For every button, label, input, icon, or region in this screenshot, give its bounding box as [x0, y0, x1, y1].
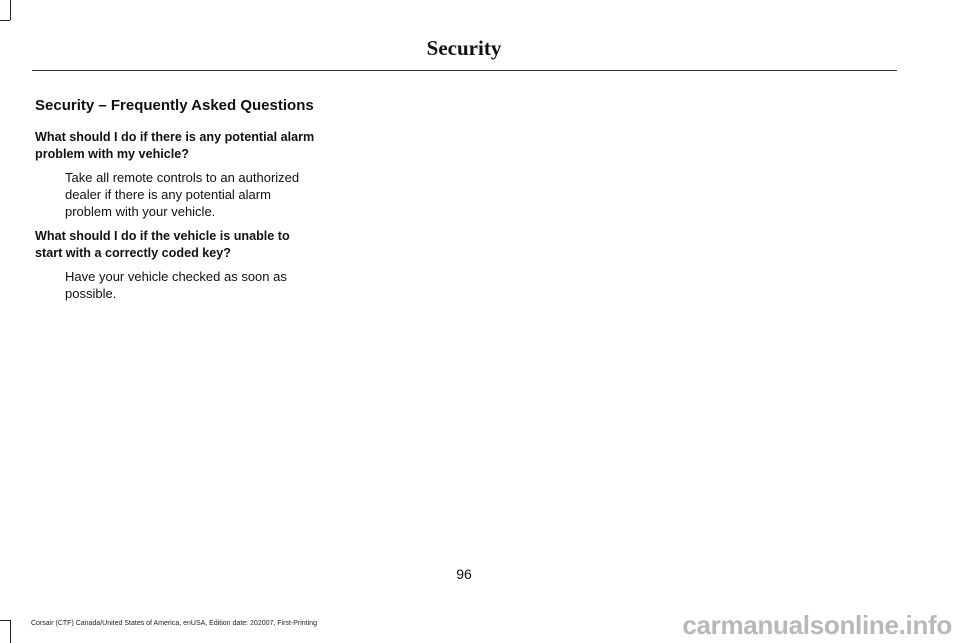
page-header — [0, 36, 928, 61]
page-title: Security — [426, 36, 502, 60]
faq-question: What should I do if the vehicle is unable to start with a correctly coded key? — [35, 229, 290, 260]
crop-mark — [0, 20, 10, 21]
section-title: Security – Frequently Asked Questions — [35, 97, 314, 114]
footer-text: Corsair (CTF) Canada/United States of America, enUSA, Edition date: 202007, First-Printing — [31, 620, 317, 627]
main-content — [35, 96, 315, 310]
crop-mark — [10, 620, 11, 643]
faq-question: What should I do if there is any potential alarm problem with my vehicle? — [35, 130, 315, 161]
faq-answer: Take all remote controls to an authorized dealer if there is any potential alarm problem with your vehicle. — [65, 170, 300, 219]
crop-mark — [0, 620, 10, 621]
page-number: 96 — [456, 566, 472, 582]
crop-mark — [10, 0, 11, 20]
faq-answer: Have your vehicle checked as soon as possible. — [65, 269, 287, 301]
header-divider — [32, 70, 897, 71]
watermark: carmanualsonline.info — [682, 610, 952, 640]
